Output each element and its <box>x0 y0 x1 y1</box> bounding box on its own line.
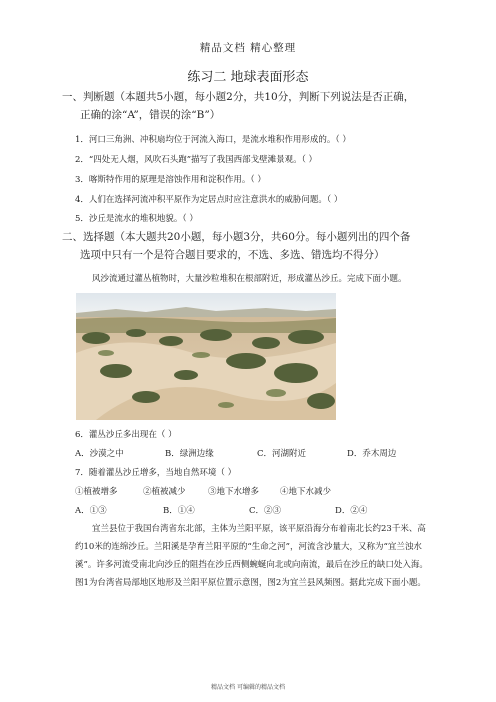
section-choice-heading <box>62 228 462 264</box>
choice-4: ④地下水减少 <box>280 487 332 497</box>
option-d: D．乔木周边 <box>347 449 397 459</box>
section-heading-line2: 正确的涂“A”，错误的涂“B”） <box>80 109 221 121</box>
desert-shrub-dunes-photo <box>76 293 336 420</box>
section-heading-line1: 二、选择题（本大题共20小题，每小题3分，共60分。每小题列出的四个备 <box>62 231 411 243</box>
option-b: B．绿洲边缘 <box>165 449 214 459</box>
question-6: 6．灌丛沙丘多出现在（ ） <box>75 430 177 440</box>
section-heading-line2: 选项中只有一个是符合题目要求的，不选、多选、错选均不得分） <box>80 249 385 261</box>
judgement-item-4: 4．人们在选择河流冲积平原作为定居点时应注意洪水的威胁问题。（ ） <box>75 195 343 205</box>
choice-1: ①植被增多 <box>75 487 118 497</box>
choice-3: ③地下水增多 <box>208 487 260 497</box>
option-a: A．①③ <box>75 506 107 516</box>
option-d: D．②④ <box>335 506 368 516</box>
page-footer: 精品文档 可编辑的精品文档 <box>211 684 285 691</box>
page-title: 练习二 地球表面形态 <box>187 70 309 85</box>
question-7-options <box>75 504 367 516</box>
question-6-options <box>75 447 396 459</box>
option-c: C．河湖附近 <box>257 449 307 459</box>
judgement-item-1: 1．河口三角洲、冲积扇均位于河流入海口，是流水堆积作用形成的。（ ） <box>75 135 351 145</box>
page-header: 精品文档 精心整理 <box>199 42 297 54</box>
judgement-item-2: 2．“四处无人烟，风吹石头跑”描写了我国西部戈壁滩景观。（ ） <box>75 155 318 165</box>
judgement-item-5: 5．沙丘是流水的堆积地貌。（ ） <box>75 214 198 224</box>
judgement-item-3: 3．喀斯特作用的原理是溶蚀作用和淀积作用。（ ） <box>75 175 266 185</box>
reading-passage: 宜兰县位于我国台湾省东北部，主体为兰阳平原，该平原沿海分布着南北长约23千米、高约10米的连绵沙丘。兰阳溪是孕育兰阳平原的“生命之河”，河流含沙量大，又称为“宜兰浊水溪”。许多河流受南北向沙丘的阻挡在沙丘西侧蜿蜒向北或向南流，最后在沙丘的缺口处入海。图1为台湾省局部地区地形及兰阳平原位置示意图，图2为宜兰县风频图。据此完成下面小题。 <box>75 524 428 588</box>
option-a: A．沙漠之中 <box>75 449 124 459</box>
choice-2: ②植被减少 <box>143 487 186 497</box>
question-intro: 风沙流通过灌丛植物时，大量沙粒堆积在根部附近，形成灌丛沙丘。完成下面小题。 <box>92 274 407 284</box>
section-judgement-heading <box>62 88 462 124</box>
option-c: C．②③ <box>249 506 282 516</box>
option-b: B．①④ <box>163 506 195 516</box>
question-7: 7．随着灌丛沙丘增多，当地自然环境（ ） <box>75 468 237 478</box>
section-heading-line1: 一、判断题（本题共5小题，每小题2分，共10分，判断下列说法是否正确， <box>62 91 415 103</box>
question-7-choices <box>75 485 331 497</box>
